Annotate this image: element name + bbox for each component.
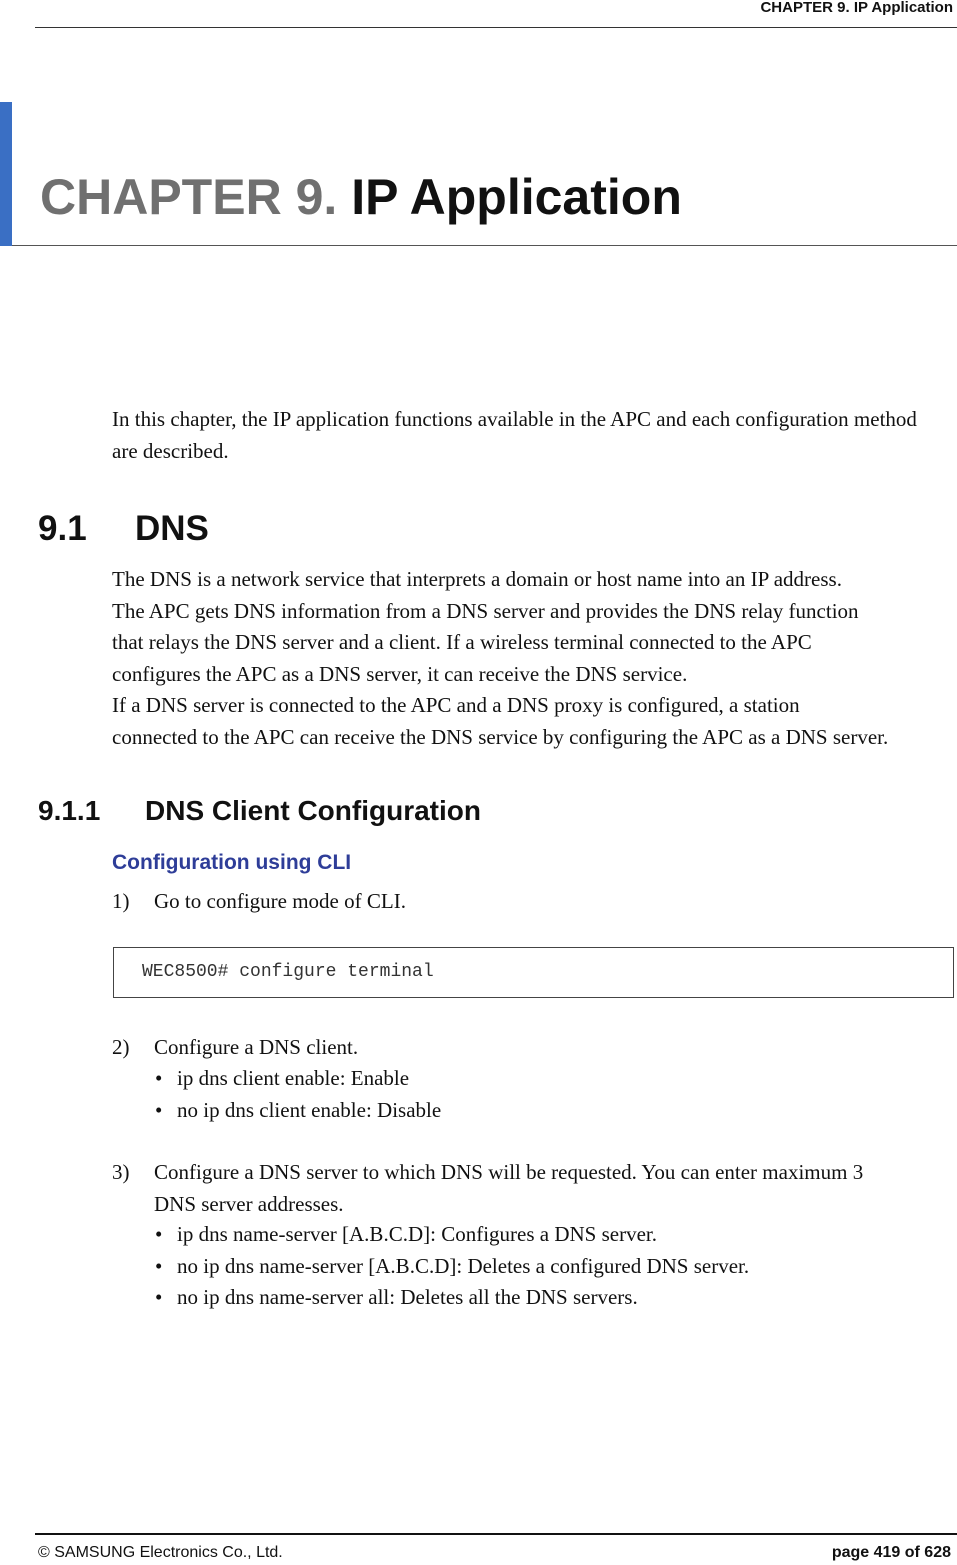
- step-number: 2): [112, 1035, 130, 1059]
- header-rule: [35, 27, 957, 28]
- step-text-continued: DNS server addresses.: [154, 1191, 344, 1216]
- chapter-name: IP Application: [351, 169, 682, 225]
- step-2: [112, 1032, 358, 1064]
- step-3: [112, 1157, 863, 1220]
- dns-description: [112, 564, 957, 753]
- section-number: 9.1: [38, 509, 87, 548]
- list-item: • no ip dns name-server all: Deletes all the DNS servers.: [155, 1282, 749, 1314]
- subsection-heading: [38, 794, 481, 828]
- step-3-bullets: [155, 1219, 749, 1314]
- list-item: • ip dns client enable: Enable: [155, 1063, 441, 1095]
- step-text: Configure a DNS client.: [154, 1035, 359, 1059]
- cli-code-block: [113, 947, 954, 998]
- list-item: • no ip dns name-server [A.B.C.D]: Deletes a configured DNS server.: [155, 1251, 749, 1283]
- dns-line: The DNS is a network service that interprets a domain or host name into an IP address.: [112, 567, 842, 591]
- running-header: CHAPTER 9. IP Application: [760, 0, 953, 16]
- section-heading-dns: [38, 508, 209, 550]
- step-number: 3): [112, 1160, 130, 1184]
- dns-line: that relays the DNS server and a client. If a wireless terminal connected to the APC: [112, 630, 812, 654]
- chapter-number: CHAPTER 9.: [40, 169, 338, 225]
- step-1: [112, 886, 406, 918]
- footer-page-number: page 419 of 628: [831, 1544, 951, 1561]
- list-item: • ip dns name-server [A.B.C.D]: Configures a DNS server.: [155, 1219, 749, 1251]
- footer-rule: [35, 1533, 957, 1535]
- list-item: • no ip dns client enable: Disable: [155, 1095, 441, 1127]
- cli-command: WEC8500# configure terminal: [142, 962, 434, 982]
- dns-line: If a DNS server is connected to the APC and a DNS proxy is configured, a station: [112, 693, 800, 717]
- section-title: DNS: [135, 509, 209, 548]
- cli-heading: Configuration using CLI: [112, 851, 352, 874]
- dns-line: The APC gets DNS information from a DNS server and provides the DNS relay function: [112, 598, 859, 623]
- step-text: Configure a DNS server to which DNS will be requested. You can enter maximum 3: [154, 1160, 864, 1184]
- chapter-rule: [12, 245, 957, 246]
- intro-paragraph: In this chapter, the IP application functions available in the APC and each configuration method are described.: [112, 407, 917, 463]
- subsection-number: 9.1.1: [38, 795, 101, 826]
- dns-line: connected to the APC can receive the DNS service by configuring the APC as a DNS server.: [112, 724, 889, 749]
- chapter-accent-bar: [0, 102, 12, 246]
- subsection-title: DNS Client Configuration: [145, 795, 481, 826]
- step-number: 1): [112, 889, 130, 913]
- dns-line: configures the APC as a DNS server, it can receive the DNS service.: [112, 661, 688, 686]
- chapter-title: [40, 165, 682, 229]
- step-2-bullets: [155, 1063, 441, 1126]
- footer-copyright: © SAMSUNG Electronics Co., Ltd.: [38, 1544, 283, 1561]
- step-text: Go to configure mode of CLI.: [154, 889, 406, 913]
